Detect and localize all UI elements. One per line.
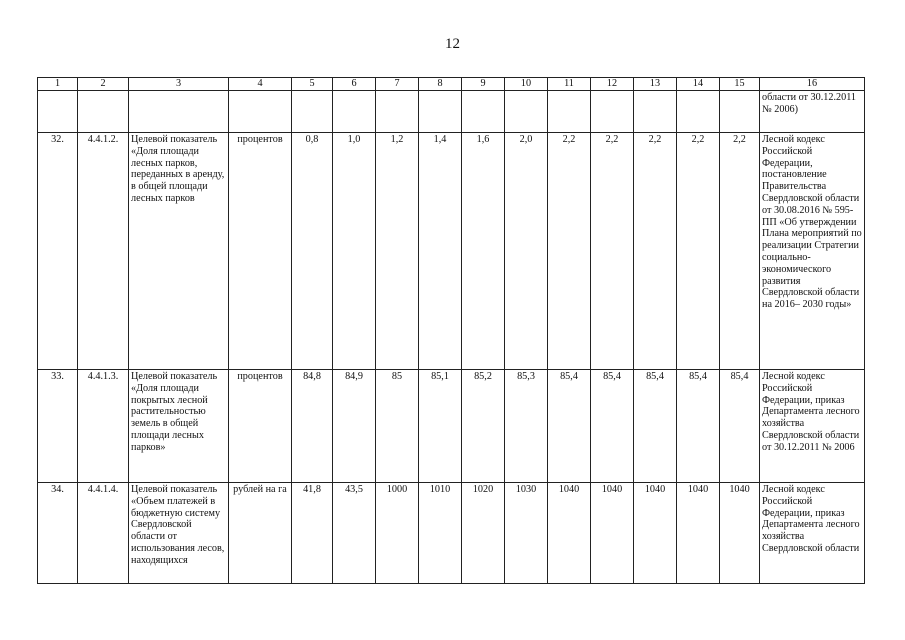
value-cell: 1,4 bbox=[419, 133, 462, 370]
table-cell bbox=[38, 91, 78, 133]
value-cell: 2,0 bbox=[505, 133, 548, 370]
code-cell: 4.4.1.4. bbox=[78, 483, 129, 584]
unit-cell: процентов bbox=[229, 133, 292, 370]
value-cell: 0,8 bbox=[292, 133, 333, 370]
value-cell: 1020 bbox=[462, 483, 505, 584]
indicator-cell: Целевой показатель «Доля площади лесных парков, переданных в аренду, в общей площади лесных парков bbox=[129, 133, 229, 370]
value-cell: 1040 bbox=[720, 483, 760, 584]
table-cell bbox=[591, 91, 634, 133]
header-cell: 10 bbox=[505, 78, 548, 91]
row-number-cell: 34. bbox=[38, 483, 78, 584]
value-cell: 2,2 bbox=[548, 133, 591, 370]
header-cell: 2 bbox=[78, 78, 129, 91]
continuation-row bbox=[38, 91, 865, 133]
table-cell bbox=[376, 91, 419, 133]
header-cell: 7 bbox=[376, 78, 419, 91]
value-cell: 43,5 bbox=[333, 483, 376, 584]
value-cell: 2,2 bbox=[591, 133, 634, 370]
unit-cell: процентов bbox=[229, 370, 292, 483]
value-cell: 1,0 bbox=[333, 133, 376, 370]
value-cell: 85,4 bbox=[548, 370, 591, 483]
value-cell: 85,4 bbox=[591, 370, 634, 483]
header-cell: 16 bbox=[760, 78, 865, 91]
value-cell: 85,4 bbox=[720, 370, 760, 483]
page-number: 12 bbox=[445, 36, 460, 52]
value-cell: 1040 bbox=[591, 483, 634, 584]
header-cell: 14 bbox=[677, 78, 720, 91]
header-row bbox=[38, 78, 865, 91]
header-cell: 11 bbox=[548, 78, 591, 91]
legal-basis-cell: Лесной кодекс Российской Федерации, постановление Правительства Свердловской области от 30.08.2016 № 595-ПП «Об утверждении Плана мероприятий по реализации Стратегии социально- экономического развития Свердловской области на 2016– 2030 годы» bbox=[760, 133, 865, 370]
table-cell bbox=[78, 91, 129, 133]
legal-basis-cell: области от 30.12.2011 № 2006) bbox=[760, 91, 865, 133]
table-row bbox=[38, 483, 865, 584]
header-cell: 3 bbox=[129, 78, 229, 91]
table-row bbox=[38, 370, 865, 483]
value-cell: 1040 bbox=[677, 483, 720, 584]
table-cell bbox=[505, 91, 548, 133]
value-cell: 2,2 bbox=[720, 133, 760, 370]
header-cell: 4 bbox=[229, 78, 292, 91]
table-cell bbox=[129, 91, 229, 133]
code-cell: 4.4.1.3. bbox=[78, 370, 129, 483]
value-cell: 1,6 bbox=[462, 133, 505, 370]
table-cell bbox=[677, 91, 720, 133]
row-number-cell: 32. bbox=[38, 133, 78, 370]
unit-cell: рублей на га bbox=[229, 483, 292, 584]
table-cell bbox=[292, 91, 333, 133]
value-cell: 2,2 bbox=[634, 133, 677, 370]
value-cell: 85,3 bbox=[505, 370, 548, 483]
value-cell: 85,4 bbox=[677, 370, 720, 483]
header-cell: 1 bbox=[38, 78, 78, 91]
value-cell: 85 bbox=[376, 370, 419, 483]
table-cell bbox=[462, 91, 505, 133]
value-cell: 1030 bbox=[505, 483, 548, 584]
table-cell bbox=[634, 91, 677, 133]
value-cell: 85,2 bbox=[462, 370, 505, 483]
table-cell bbox=[720, 91, 760, 133]
header-cell: 8 bbox=[419, 78, 462, 91]
value-cell: 1000 bbox=[376, 483, 419, 584]
value-cell: 1010 bbox=[419, 483, 462, 584]
row-number-cell: 33. bbox=[38, 370, 78, 483]
value-cell: 1040 bbox=[634, 483, 677, 584]
table-cell bbox=[333, 91, 376, 133]
value-cell: 84,8 bbox=[292, 370, 333, 483]
value-cell: 41,8 bbox=[292, 483, 333, 584]
header-cell: 5 bbox=[292, 78, 333, 91]
value-cell: 85,4 bbox=[634, 370, 677, 483]
table-cell bbox=[229, 91, 292, 133]
header-cell: 9 bbox=[462, 78, 505, 91]
value-cell: 85,1 bbox=[419, 370, 462, 483]
code-cell: 4.4.1.2. bbox=[78, 133, 129, 370]
header-cell: 12 bbox=[591, 78, 634, 91]
header-cell: 15 bbox=[720, 78, 760, 91]
table-cell bbox=[419, 91, 462, 133]
indicator-cell: Целевой показатель «Доля площади покрытых лесной растительностью земель в общей площади лесных парков» bbox=[129, 370, 229, 483]
value-cell: 84,9 bbox=[333, 370, 376, 483]
indicator-cell: Целевой показатель «Объем платежей в бюджетную систему Свердловской области от использования лесов, находящихся bbox=[129, 483, 229, 584]
header-cell: 13 bbox=[634, 78, 677, 91]
header-cell: 6 bbox=[333, 78, 376, 91]
legal-basis-cell: Лесной кодекс Российской Федерации, приказ Департамента лесного хозяйства Свердловской области от 30.12.2011 № 2006 bbox=[760, 370, 865, 483]
indicators-table bbox=[37, 77, 865, 584]
legal-basis-cell: Лесной кодекс Российской Федерации, приказ Департамента лесного хозяйства Свердловской области bbox=[760, 483, 865, 584]
value-cell: 1,2 bbox=[376, 133, 419, 370]
table-cell bbox=[548, 91, 591, 133]
value-cell: 2,2 bbox=[677, 133, 720, 370]
value-cell: 1040 bbox=[548, 483, 591, 584]
table-row bbox=[38, 133, 865, 370]
